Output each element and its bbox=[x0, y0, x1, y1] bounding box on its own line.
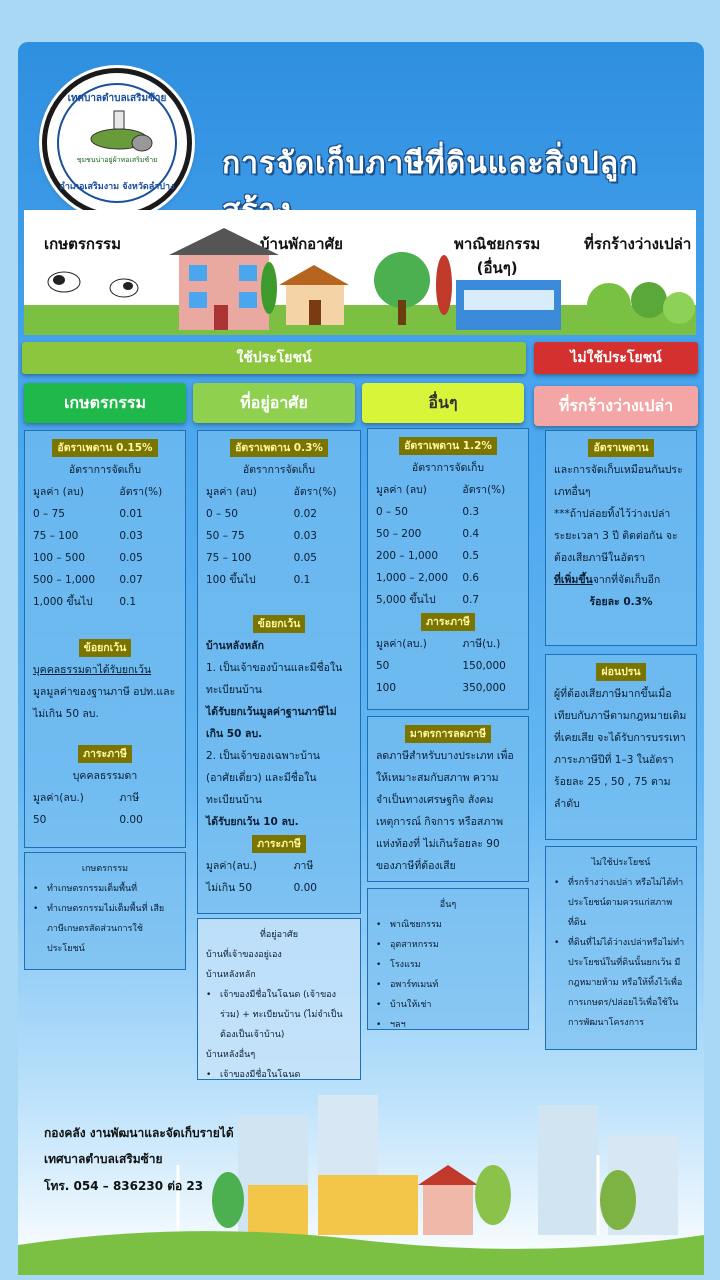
pill-other: อื่นๆ bbox=[362, 383, 524, 423]
table-row bbox=[206, 547, 352, 569]
list-item: • อุตสาหกรรม bbox=[376, 935, 520, 955]
resid-exempt-title: ข้อยกเว้น bbox=[253, 615, 306, 633]
table-row bbox=[206, 569, 352, 591]
banner-label-agri: เกษตรกรรม bbox=[44, 235, 121, 253]
vacant-rate-note-b: ที่เพิ่มขึ้น bbox=[554, 574, 593, 586]
logo-mid-text: ชุมชนน่าอยู่ผ้าทอเสริมซ้าย bbox=[76, 156, 158, 164]
municipality-logo bbox=[42, 68, 192, 218]
resid-note-box bbox=[197, 918, 361, 1080]
other-r3-b: 0.6 bbox=[462, 572, 480, 584]
pill-agri: เกษตรกรรม bbox=[24, 383, 186, 423]
other-r0-a: 0 – 50 bbox=[376, 506, 408, 518]
agri-rate-title: อัตราเพดาน 0.15% bbox=[52, 439, 157, 457]
other-t0-b: 150,000 bbox=[462, 660, 506, 672]
table-row bbox=[33, 569, 177, 591]
table-row bbox=[206, 503, 352, 525]
agri-note-title: เกษตรกรรม bbox=[81, 864, 129, 874]
list-item: • ที่รกร้างว่างเปล่า หรือไม่ได้ทำประโยชน์ตามควรแก่สภาพที่ดิน bbox=[554, 873, 688, 933]
list-item: • ทำเกษตรกรรมไม่เต็มพื้นที่ เสียภาษีเกษตรสัดส่วนการใช้ประโยชน์ bbox=[33, 899, 177, 959]
resid-tax-title: ภาระภาษี bbox=[252, 835, 306, 853]
agri-tax-col2: ภาษี bbox=[119, 792, 140, 804]
other-tax-header bbox=[376, 633, 520, 655]
agri-r0-a: 0 – 75 bbox=[33, 508, 65, 520]
other-rate-title: อัตราเพดาน 1.2% bbox=[399, 437, 497, 455]
agri-r2-a: 100 – 500 bbox=[33, 552, 86, 564]
other-list-box bbox=[367, 888, 529, 1030]
list-item: • ฯลฯ bbox=[376, 1015, 520, 1035]
other-tax-col2: ภาษี(บ.) bbox=[462, 638, 501, 650]
resid-r0-a: 0 – 50 bbox=[206, 508, 238, 520]
vacant-note-box bbox=[545, 846, 697, 1050]
logo-top-text: เทศบาลตำบลเสริมซ้าย bbox=[67, 93, 167, 104]
agri-r3-a: 500 – 1,000 bbox=[33, 574, 96, 586]
agri-col1: มูลค่า (ลบ) bbox=[33, 486, 84, 498]
resid-note3: บ้านหลังอื่นๆ bbox=[206, 1050, 256, 1060]
list-item: • โรงแรม bbox=[376, 955, 520, 975]
agri-exempt-text: มูลมูลค่าของฐานภาษี อปท.และไม่เกิน 50 ลบ. bbox=[33, 686, 176, 720]
banner-label-resid: บ้านพักอาศัย bbox=[260, 235, 343, 253]
footer-org: เทศบาลตำบลเสริมซ้าย bbox=[44, 1152, 163, 1166]
resid-p1b: ได้รับยกเว้นมูลค่าฐานภาษีไม่เกิน 50 ลบ. bbox=[206, 706, 337, 740]
vacant-note-title: ไม่ใช้ประโยชน์ bbox=[591, 858, 651, 868]
resid-main-house: บ้านหลังหลัก bbox=[206, 640, 264, 652]
resid-r3-a: 100 ขึ้นไป bbox=[206, 574, 256, 586]
resid-col2: อัตรา(%) bbox=[293, 486, 337, 498]
other-list-title: อื่นๆ bbox=[439, 900, 457, 910]
agri-r4-b: 0.1 bbox=[119, 596, 137, 608]
other-t1-b: 350,000 bbox=[462, 682, 506, 694]
other-r4-b: 0.7 bbox=[462, 594, 480, 606]
resid-tax-col2: ภาษี bbox=[293, 860, 314, 872]
resid-r3-b: 0.1 bbox=[293, 574, 311, 586]
agri-tax-header bbox=[33, 787, 177, 809]
resid-rate-box bbox=[197, 430, 361, 914]
footer-phone: โทร. 054 – 836230 ต่อ 23 bbox=[44, 1179, 204, 1193]
resid-r2-a: 75 – 100 bbox=[206, 552, 252, 564]
list-item: • ที่ดินที่ไม่ได้ว่างเปล่าหรือไม่ทำประโยชน์ในที่ดินนั้นยกเว้น มีกฎหมายห้าม หรือให้ทิ้งไว้เพื่อการเกษตร/ปล่อยไว้เพื่อใช้ในการพัฒนาโครงการ bbox=[554, 933, 688, 1033]
banner-label-comm: พาณิชยกรรม (อื่นๆ) bbox=[454, 235, 541, 277]
logo-bottom-text: อำเภอเสริมงาม จังหวัดลำปาง bbox=[59, 182, 175, 192]
other-col1: มูลค่า (ลบ) bbox=[376, 484, 427, 496]
pill-vacant: ที่รกร้างว่างเปล่า bbox=[534, 386, 698, 426]
agri-t0-b: 0.00 bbox=[119, 814, 143, 826]
other-r0-b: 0.3 bbox=[462, 506, 480, 518]
agri-col2: อัตรา(%) bbox=[119, 486, 163, 498]
agri-note-box bbox=[24, 852, 186, 970]
agri-tax-sub: บุคคลธรรมดา bbox=[72, 770, 138, 782]
list-item: • ทำเกษตรกรรมเต็มพื้นที่ bbox=[33, 879, 177, 899]
other-r2-a: 200 – 1,000 bbox=[376, 550, 439, 562]
vacant-rate-title: อัตราเพดาน bbox=[588, 439, 653, 457]
vacant-rate-pct: ร้อยละ 0.3% bbox=[589, 596, 653, 608]
agri-r4-a: 1,000 ขึ้นไป bbox=[33, 596, 93, 608]
agri-t0-a: 50 bbox=[33, 814, 47, 826]
list-item: • อพาร์ทเมนท์ bbox=[376, 975, 520, 995]
other-r2-b: 0.5 bbox=[462, 550, 480, 562]
resid-rate-header bbox=[206, 481, 352, 503]
resid-p2b: ได้รับยกเว้น 10 ลบ. bbox=[206, 816, 299, 828]
footer-dept: กองคลัง งานพัฒนาและจัดเก็บรายได้ bbox=[44, 1126, 234, 1140]
list-item: • เจ้าของมีชื่อในโฉนด bbox=[206, 1065, 352, 1085]
other-r1-a: 50 – 200 bbox=[376, 528, 422, 540]
other-relief-title: มาตรการลดภาษี bbox=[405, 725, 491, 743]
vacant-install-text: ผู้ที่ต้องเสียภาษีมากขึ้นเมื่อเทียบกับภาษีตามกฎหมายเดิมที่เคยเสีย จะได้รับการบรรเทาภาระภาษีปีที่ 1–3 ในอัตราร้อยละ 25 , 50 , 75 ตามลำดับ bbox=[554, 688, 687, 810]
agri-tax-title: ภาระภาษี bbox=[78, 745, 132, 763]
category-banner bbox=[24, 210, 696, 335]
city-illustration bbox=[18, 1075, 704, 1275]
table-row bbox=[33, 809, 177, 831]
other-rate-header bbox=[376, 479, 520, 501]
other-tax-title: ภาระภาษี bbox=[421, 613, 475, 631]
agri-r1-b: 0.03 bbox=[119, 530, 143, 542]
other-tax-col1: มูลค่า(ลบ.) bbox=[376, 638, 427, 650]
table-row bbox=[206, 877, 352, 899]
resid-r0-b: 0.02 bbox=[293, 508, 317, 520]
other-rate-sub: อัตราการจัดเก็บ bbox=[411, 462, 485, 474]
page-title: การจัดเก็บภาษีที่ดินและสิ่งปลูก bbox=[222, 146, 639, 181]
other-t1-a: 100 bbox=[376, 682, 397, 694]
nouse-bar: ไม่ใช้ประโยชน์ bbox=[534, 342, 698, 374]
resid-note1: บ้านที่เจ้าของอยู่เอง bbox=[206, 950, 282, 960]
resid-p2: 2. เป็นเจ้าของเฉพาะบ้าน (อาศัยเดี่ยว) และมีชื่อในทะเบียนบ้าน bbox=[206, 750, 320, 806]
resid-col1: มูลค่า (ลบ) bbox=[206, 486, 257, 498]
banner-illustration bbox=[24, 210, 696, 335]
agri-exempt-u: บุคคลธรรมดาได้รับยกเว้น bbox=[33, 664, 152, 676]
list-item: • บ้านให้เช่า bbox=[376, 995, 520, 1015]
resid-rate-sub: อัตราการจัดเก็บ bbox=[242, 464, 316, 476]
table-row bbox=[376, 523, 520, 545]
logo-seal bbox=[57, 83, 177, 203]
other-r1-b: 0.4 bbox=[462, 528, 480, 540]
agri-r1-a: 75 – 100 bbox=[33, 530, 79, 542]
other-r3-a: 1,000 – 2,000 bbox=[376, 572, 449, 584]
resid-t0-a: ไม่เกิน 50 bbox=[206, 882, 253, 894]
table-row bbox=[206, 525, 352, 547]
agri-tax-col1: มูลค่า(ลบ.) bbox=[33, 792, 84, 804]
agri-rate-box bbox=[24, 430, 186, 848]
resid-r1-b: 0.03 bbox=[293, 530, 317, 542]
resid-p1: 1. เป็นเจ้าของบ้านและมีชื่อในทะเบียนบ้าน bbox=[206, 662, 343, 696]
resid-note-title: ที่อยู่อาศัย bbox=[259, 930, 299, 940]
pottery-icon bbox=[84, 109, 154, 155]
vacant-install-box bbox=[545, 654, 697, 840]
other-r4-a: 5,000 ขึ้นไป bbox=[376, 594, 436, 606]
resid-tax-header bbox=[206, 855, 352, 877]
resid-note2: บ้านหลังหลัก bbox=[206, 970, 256, 980]
resid-t0-b: 0.00 bbox=[293, 882, 317, 894]
pill-resid: ที่อยู่อาศัย bbox=[193, 383, 355, 423]
vacant-rate-note-c: จากที่จัดเก็บอีก bbox=[592, 574, 661, 586]
table-row bbox=[376, 567, 520, 589]
agri-exempt-title: ข้อยกเว้น bbox=[79, 639, 132, 657]
table-row bbox=[33, 525, 177, 547]
agri-r3-b: 0.07 bbox=[119, 574, 143, 586]
resid-tax-col1: มูลค่า(ลบ.) bbox=[206, 860, 257, 872]
table-row bbox=[376, 589, 520, 611]
table-row bbox=[33, 547, 177, 569]
other-relief-box bbox=[367, 716, 529, 882]
table-row bbox=[376, 677, 520, 699]
other-rate-box bbox=[367, 428, 529, 710]
table-row bbox=[33, 503, 177, 525]
agri-rate-sub: อัตราการจัดเก็บ bbox=[68, 464, 142, 476]
table-row bbox=[376, 501, 520, 523]
table-row bbox=[376, 655, 520, 677]
agri-r2-b: 0.05 bbox=[119, 552, 143, 564]
use-bar: ใช้ประโยชน์ bbox=[22, 342, 526, 374]
vacant-rate-box bbox=[545, 430, 697, 646]
resid-rate-title: อัตราเพดาน 0.3% bbox=[230, 439, 328, 457]
resid-r1-a: 50 – 75 bbox=[206, 530, 245, 542]
other-relief-text: ลดภาษีสำหรับบางประเภท เพื่อให้เหมาะสมกับสภาพ ความจำเป็นทางเศรษฐกิจ สังคม เหตุการณ์ กิจการ หรือสภาพแห่งท้องที่ ไม่เกินร้อยละ 90 ของภาษีที่ต้องเสีย bbox=[376, 750, 514, 872]
vacant-rate-note: ***ถ้าปล่อยทิ้งไว้ว่างเปล่าระยะเวลา 3 ปี ติดต่อกัน จะต้องเสียภาษีในอัตรา bbox=[554, 508, 678, 564]
list-item: • พาณิชยกรรม bbox=[376, 915, 520, 935]
resid-r2-b: 0.05 bbox=[293, 552, 317, 564]
vacant-rate-text: และการจัดเก็บเหมือนกันประเภทอื่นๆ bbox=[554, 464, 683, 498]
list-item: • เจ้าของมีชื่อในโฉนด (เจ้าของร่วม) + ทะเบียนบ้าน (ไม่จำเป็นต้องเป็นเจ้าบ้าน) bbox=[206, 985, 352, 1045]
vacant-install-title: ผ่อนปรน bbox=[596, 663, 645, 681]
agri-rate-header bbox=[33, 481, 177, 503]
other-col2: อัตรา(%) bbox=[462, 484, 506, 496]
agri-r0-b: 0.01 bbox=[119, 508, 143, 520]
banner-label-vacant: ที่รกร้างว่างเปล่า bbox=[584, 235, 692, 253]
table-row bbox=[33, 591, 177, 613]
other-t0-a: 50 bbox=[376, 660, 390, 672]
table-row bbox=[376, 545, 520, 567]
